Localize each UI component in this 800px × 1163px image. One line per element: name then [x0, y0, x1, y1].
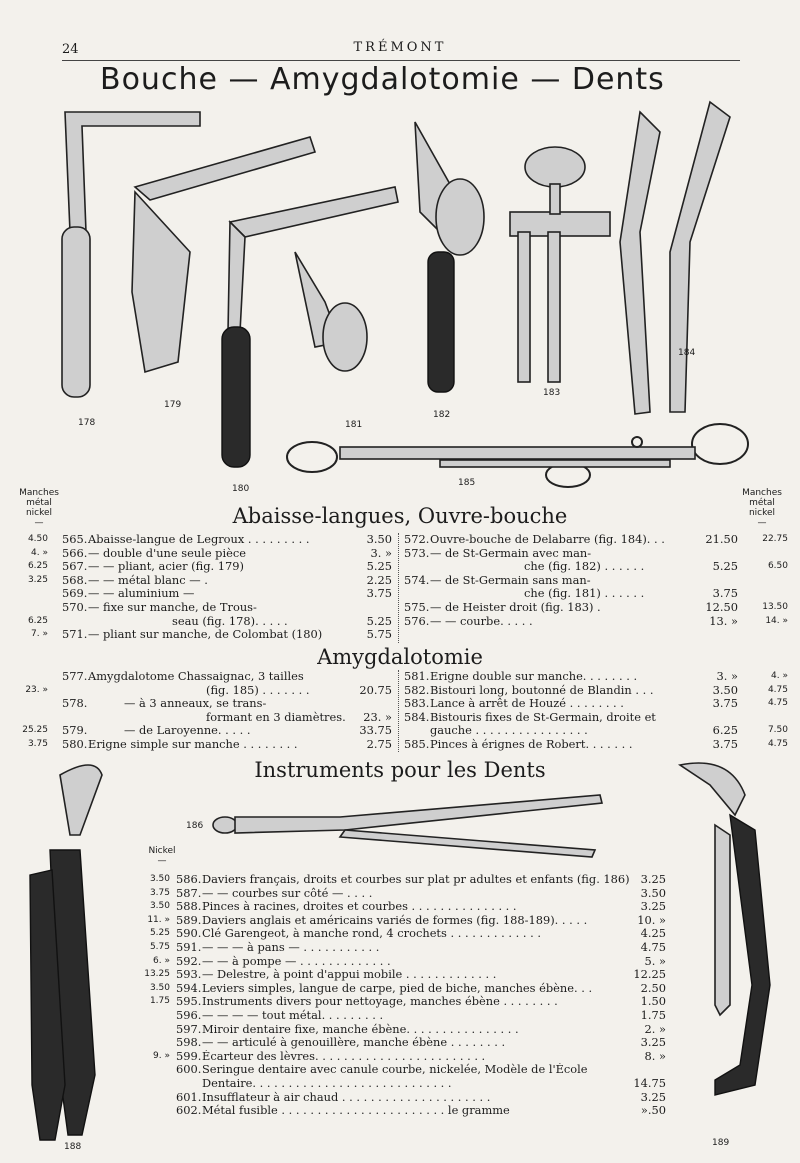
list-item [62, 615, 392, 629]
item-price: ».50 [640, 1103, 666, 1118]
side-price: 6. » [153, 955, 170, 966]
list-item [62, 560, 392, 574]
side-price [10, 670, 48, 684]
list-item [404, 586, 738, 601]
item-number: 591. [176, 939, 202, 954]
side-price: 3.50 [149, 982, 170, 993]
brand-header: TRÉMONT [353, 40, 447, 55]
forceps-188-figure [30, 765, 102, 1140]
figure-label-178: 178 [78, 418, 96, 428]
list-item [176, 1063, 666, 1077]
list-item [176, 1104, 666, 1118]
figure-label-189: 189 [712, 1138, 730, 1148]
item-number: 574. [404, 572, 430, 587]
list-item [176, 1023, 666, 1037]
list-item [404, 547, 734, 561]
side-price: 22.75 [762, 534, 788, 544]
side-header-right-line: Manches [742, 488, 782, 498]
item-price: 20.75 [359, 682, 392, 697]
list-item [176, 887, 666, 901]
mouth-opener-181-figure [295, 252, 367, 371]
item-text: Pinces à érignes de Robert. . . . . . . [430, 737, 633, 751]
item-text: — de St-Germain sans man- [430, 573, 591, 587]
item-number: 597. [176, 1021, 202, 1036]
item-price: 4.75 [640, 939, 666, 954]
item-text: — — pliant, acier (fig. 179) [88, 560, 244, 574]
forceps-186-figure [213, 795, 602, 857]
item-text: — à 3 anneaux, se trans- [124, 697, 267, 711]
item-number: 566. [62, 545, 88, 560]
list-item [176, 927, 666, 941]
item-number: 578. [62, 696, 88, 711]
list-item [404, 736, 738, 752]
item-text: Abaisse-langue de Legroux . . . . . . . . . [88, 533, 310, 546]
item-number: 573. [404, 545, 430, 560]
item-text: Seringue dentaire avec canule courbe, nickelée, Modèle de l'École [202, 1063, 588, 1077]
item-number: 586. [176, 872, 202, 886]
item-number: 599. [176, 1048, 202, 1063]
side-price [10, 601, 48, 615]
item-text: che (fig. 182) . . . . . . [524, 560, 645, 574]
item-number: 588. [176, 899, 202, 914]
item-price: 2.50 [640, 980, 666, 995]
figure-label-183: 183 [543, 388, 561, 398]
list-item [62, 533, 392, 547]
item-text: Écarteur des lèvres. . . . . . . . . . . . . . . . . . . . . . . . [202, 1049, 486, 1063]
instruments-illustration-top [40, 92, 760, 492]
item-price: 3.25 [640, 1089, 666, 1104]
item-text: Miroir dentaire fixe, manche ébène. . . . . . . . . . . . . . . . [202, 1022, 519, 1036]
item-price: 33.75 [359, 723, 392, 738]
side-price: 4.75 [767, 684, 788, 695]
item-price: 5.25 [712, 559, 738, 574]
amygdalotomie-right-side-prices [742, 670, 788, 752]
item-number: 568. [62, 572, 88, 587]
item-price: 3.25 [640, 872, 666, 886]
side-price: 9. » [153, 1050, 170, 1061]
item-text: Métal fusible . . . . . . . . . . . . . . . . . . . . . . . le gramme [202, 1104, 510, 1118]
item-number: 601. [176, 1089, 202, 1104]
item-price: 2. » [644, 1021, 666, 1036]
list-item [404, 669, 738, 684]
item-number: 594. [176, 980, 202, 995]
item-text: — de Heister droit (fig. 183) . [430, 600, 601, 614]
figure-label-186: 186 [186, 821, 204, 831]
item-price: 5.25 [366, 559, 392, 574]
item-price: 2.75 [366, 736, 392, 751]
figure-label-181: 181 [345, 420, 363, 430]
side-price: 5.75 [149, 941, 170, 952]
list-item [404, 574, 734, 588]
list-item [62, 628, 392, 642]
side-price [10, 587, 48, 601]
list-item [176, 1050, 666, 1064]
item-number: 579. [62, 723, 88, 738]
item-text: Daviers français, droits et courbes sur plat pr adultes et enfants (fig. 186) [202, 873, 630, 886]
side-price: 13.25 [144, 969, 170, 980]
section-title-dents: Instruments pour les Dents [254, 758, 546, 782]
list-item [62, 697, 392, 711]
item-number: 595. [176, 994, 202, 1009]
item-number: 565. [62, 532, 88, 546]
side-price: 3.75 [149, 887, 170, 898]
list-item [62, 684, 392, 698]
side-price [130, 1036, 170, 1050]
item-number: 583. [404, 696, 430, 711]
figure-label-180: 180 [232, 484, 250, 494]
side-price: 6.25 [27, 561, 48, 572]
item-number: 587. [176, 885, 202, 900]
item-price: 5. » [644, 953, 666, 968]
list-item [62, 574, 392, 588]
item-text: Erigne double sur manche. . . . . . . . [430, 670, 638, 683]
page-title: Bouche — Amygdalotomie — Dents [100, 62, 665, 97]
dents-side-prices [130, 873, 170, 1118]
item-text: seau (fig. 178). . . . . [172, 614, 288, 628]
list-item [176, 968, 666, 982]
item-text: — pliant sur manche, de Colombat (180) [88, 628, 323, 642]
item-text: — double d'une seule pièce [88, 546, 246, 560]
side-price: 3.25 [27, 574, 48, 585]
side-price [742, 587, 788, 601]
side-price [10, 697, 48, 711]
side-price: 3.75 [27, 738, 48, 749]
item-text: Dentaire. . . . . . . . . . . . . . . . . . . . . . . . . . . . [202, 1076, 452, 1090]
item-text: — — aluminium — [88, 587, 195, 601]
item-price: 21.50 [705, 532, 738, 546]
side-price: 4.50 [27, 534, 48, 544]
item-text: formant en 3 diamètres. [206, 710, 346, 724]
item-text: Clé Garengeot, à manche rond, 4 crochets . . . . . . . . . . . . . [202, 927, 541, 941]
list-item [404, 613, 738, 629]
item-text: — — métal blanc — . [88, 573, 208, 587]
item-number: 580. [62, 736, 88, 751]
item-number: 570. [62, 599, 88, 614]
side-header-left-line: nickel [25, 508, 53, 518]
figure-label-182: 182 [433, 410, 451, 420]
side-price: 4. » [771, 671, 788, 681]
list-item [62, 711, 392, 725]
item-text: Bistouris fixes de St-Germain, droite et [430, 710, 656, 724]
side-price: 6.25 [27, 615, 48, 626]
item-price: 3. » [370, 545, 392, 560]
side-header-left-line: Manches [19, 488, 59, 498]
item-text: (fig. 185) . . . . . . . [206, 683, 310, 697]
item-price: 3.25 [640, 1035, 666, 1050]
list-item [176, 1091, 666, 1105]
item-number: 590. [176, 926, 202, 941]
item-number: 589. [176, 912, 202, 927]
item-text: — — courbe. . . . . [430, 614, 533, 628]
list-item [176, 914, 666, 928]
item-price: 1.50 [640, 994, 666, 1009]
side-price [742, 574, 788, 588]
list-item [176, 982, 666, 996]
item-price: 14.75 [633, 1075, 666, 1090]
side-header-right-line: nickel [748, 508, 776, 518]
side-price: 7. » [31, 629, 48, 640]
list-item [176, 900, 666, 914]
side-price: 6.50 [767, 561, 788, 572]
item-number: 584. [404, 709, 430, 724]
side-header-right-line: — [757, 518, 767, 528]
side-price: 3.50 [149, 901, 170, 912]
side-price: 13.50 [762, 601, 788, 612]
section-title-amygdalotomie: Amygdalotomie [317, 645, 483, 669]
abaisse-right-side-prices [742, 533, 788, 628]
side-price [130, 1009, 170, 1023]
item-price: 6.25 [712, 723, 738, 738]
item-price: 8. » [644, 1048, 666, 1063]
figure-label-179: 179 [164, 400, 182, 410]
abaisse-left-side-prices [10, 533, 48, 642]
item-price: 3.75 [712, 586, 738, 601]
item-text: — — — — tout métal. . . . . . . . . [202, 1008, 384, 1022]
side-header-left-line: métal [26, 498, 52, 508]
list-item [404, 723, 738, 738]
item-number: 598. [176, 1035, 202, 1050]
item-price: 1.75 [640, 1007, 666, 1022]
list-item [176, 873, 666, 887]
side-price [130, 1104, 170, 1118]
figure-label-185: 185 [458, 478, 476, 488]
list-item [62, 724, 392, 738]
amygdalotome-185-figure [287, 424, 748, 487]
item-text: — de St-Germain avec man- [430, 546, 592, 560]
list-item [62, 670, 392, 684]
item-number: 596. [176, 1007, 202, 1022]
side-price: 7.50 [767, 725, 788, 736]
amygdalotomie-left-side-prices [10, 670, 48, 752]
side-price: 4. » [31, 547, 48, 558]
section-title-abaisse: Abaisse-langues, Ouvre-bouche [232, 504, 568, 528]
item-number: 582. [404, 682, 430, 697]
list-item [62, 601, 392, 615]
item-text: — — — à pans — . . . . . . . . . . . [202, 940, 380, 954]
nickel-header-line: — [157, 856, 167, 866]
item-text: — de Laroyenne. . . . . [124, 724, 251, 738]
side-price [10, 711, 48, 725]
item-price: 12.50 [705, 599, 738, 614]
side-price: 1.75 [149, 996, 170, 1007]
side-header-left-line: — [34, 518, 44, 528]
list-item [62, 587, 392, 601]
list-item [62, 547, 392, 561]
item-text: Insufflateur à air chaud . . . . . . . . . . . . . . . . . . . . . [202, 1090, 491, 1104]
list-item [176, 995, 666, 1009]
side-price: 11. » [147, 914, 170, 925]
item-price: 5.75 [366, 627, 392, 642]
item-number: 593. [176, 967, 202, 982]
item-number: 577. [62, 669, 88, 683]
item-text: Lance à arrêt de Houzé . . . . . . . . [430, 697, 624, 711]
item-number: 576. [404, 613, 430, 628]
figure-label-188: 188 [64, 1142, 82, 1152]
item-price: 5.25 [366, 613, 392, 628]
item-text: Pinces à racines, droites et courbes . . . . . . . . . . . . . . . [202, 900, 517, 914]
item-text: — fixe sur manche, de Trous- [88, 600, 257, 614]
abaisse-left-list [62, 533, 392, 642]
item-price: 3.50 [366, 532, 392, 546]
column-divider [398, 533, 399, 643]
item-price: 12.25 [633, 967, 666, 982]
mouth-opener-183-figure [510, 147, 610, 382]
item-price: 10. » [637, 912, 666, 927]
side-price [742, 547, 788, 561]
item-price: 3.50 [640, 885, 666, 900]
list-item [176, 1009, 666, 1023]
item-text: Amygdalotome Chassaignac, 3 tailles [88, 670, 304, 683]
list-item [404, 559, 738, 574]
item-price: 3.75 [712, 696, 738, 711]
amygdalotomie-left-list [62, 670, 392, 752]
side-price: 5.25 [149, 928, 170, 939]
header-rule [62, 60, 740, 61]
item-number: 585. [404, 736, 430, 751]
side-price: 23. » [25, 684, 48, 695]
side-price [130, 1063, 170, 1077]
item-price: 2.25 [366, 572, 392, 587]
item-text: Erigne simple sur manche . . . . . . . . [88, 737, 298, 751]
nickel-header-line: Nickel [148, 846, 176, 856]
item-text: — — articulé à genouillère, manche ébène . . . . . . . . [202, 1036, 506, 1050]
forceps-189-figure [680, 763, 770, 1095]
side-price: 25.25 [22, 725, 48, 736]
list-item [176, 941, 666, 955]
item-price: 3.75 [366, 586, 392, 601]
column-divider [398, 670, 399, 752]
item-price: 3.75 [712, 736, 738, 751]
item-text: Daviers anglais et américains variés de formes (fig. 188-189). . . . . [202, 913, 588, 927]
item-price: 3.50 [712, 682, 738, 697]
side-price: 4.75 [767, 738, 788, 749]
item-text: gauche . . . . . . . . . . . . . . . . [430, 724, 588, 738]
item-text: Ouvre-bouche de Delabarre (fig. 184). . . [430, 533, 665, 546]
side-price: 14. » [765, 615, 788, 626]
side-price [130, 1023, 170, 1037]
mouth-opener-182-figure [415, 122, 484, 392]
list-item [176, 1036, 666, 1050]
item-text: che (fig. 181) . . . . . . [524, 587, 645, 601]
side-price [130, 1077, 170, 1091]
item-price: 13. » [709, 613, 738, 628]
side-price [130, 1091, 170, 1105]
item-text: Instruments divers pour nettoyage, manches ébène . . . . . . . . [202, 995, 558, 1009]
item-text: Leviers simples, langue de carpe, pied de biche, manches ébène. . . [202, 981, 593, 995]
mouth-opener-184-figure [620, 102, 730, 414]
list-item [176, 955, 666, 969]
nickel-header [140, 846, 184, 866]
item-number: 592. [176, 953, 202, 968]
list-item [404, 682, 738, 698]
side-price [742, 711, 788, 725]
item-number: 575. [404, 599, 430, 614]
item-number: 572. [404, 532, 430, 546]
item-price: 23. » [363, 709, 392, 724]
item-number: 571. [62, 627, 88, 642]
item-number: 602. [176, 1103, 202, 1118]
amygdalotomie-right-list [404, 669, 738, 752]
dents-list [176, 873, 666, 1118]
abaisse-right-list [404, 532, 738, 628]
list-item [404, 599, 738, 615]
item-text: — Delestre, à point d'appui mobile . . . . . . . . . . . . . [202, 968, 497, 982]
item-number: 569. [62, 586, 88, 601]
list-item [404, 696, 738, 711]
page-number: 24 [62, 42, 79, 57]
side-header-right-line: métal [749, 498, 775, 508]
item-price: 3. » [716, 669, 738, 683]
side-price: 4.75 [767, 698, 788, 709]
item-price: 4.25 [640, 926, 666, 941]
item-number: 567. [62, 559, 88, 574]
list-item [62, 738, 392, 752]
item-number: 581. [404, 669, 430, 683]
list-item [176, 1077, 666, 1091]
list-item [404, 532, 738, 547]
item-text: — — courbes sur côté — . . . . [202, 886, 373, 900]
list-item [404, 711, 734, 725]
item-price: 3.25 [640, 899, 666, 914]
item-text: — — à pompe — . . . . . . . . . . . . . [202, 954, 391, 968]
item-text: Bistouri long, boutonné de Blandin . . . [430, 683, 654, 697]
figure-label-184: 184 [678, 348, 696, 358]
side-price: 3.50 [149, 874, 170, 884]
item-number: 600. [176, 1062, 202, 1077]
